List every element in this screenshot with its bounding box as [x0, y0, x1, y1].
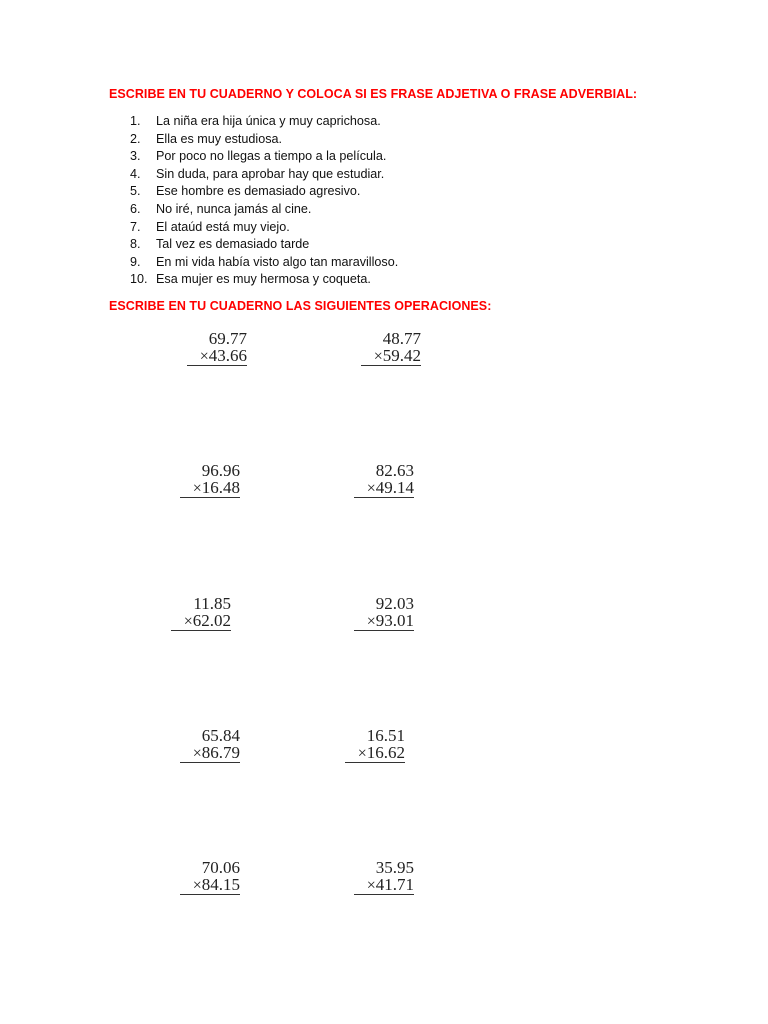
multiplicand: 92.03 [375, 594, 414, 613]
multiplier: 49.14 [375, 478, 414, 497]
multiplier-row [180, 479, 240, 498]
item-number: 8. [130, 237, 141, 252]
times-symbol: × [366, 877, 376, 894]
multiplier-row [180, 876, 240, 895]
multiplicand: 48.77 [382, 329, 421, 348]
multiplicand: 82.63 [375, 461, 414, 480]
multiplier: 84.15 [201, 875, 240, 894]
times-symbol: × [199, 348, 209, 365]
multiplier-row [354, 479, 414, 498]
multiplication-problem [354, 462, 414, 498]
times-symbol: × [192, 745, 202, 762]
multiplier-row [354, 612, 414, 631]
list-item [130, 113, 398, 131]
item-number: 7. [130, 219, 141, 234]
multiplication-problem [180, 462, 240, 498]
list-item [130, 219, 398, 237]
times-symbol: × [366, 480, 376, 497]
list-item [130, 148, 398, 166]
multiplicand: 35.95 [375, 858, 414, 877]
multiplication-problem [361, 330, 421, 366]
multiplier-row [180, 744, 240, 763]
multiplicand: 69.77 [208, 329, 247, 348]
multiplication-problem [187, 330, 247, 366]
list-item [130, 131, 398, 149]
multiplication-problem [180, 859, 240, 895]
item-number: 1. [130, 114, 141, 128]
multiplier-row [345, 744, 405, 763]
list-item [130, 166, 398, 184]
item-number: 4. [130, 166, 141, 181]
sentence-text: El ataúd está muy viejo. [156, 219, 290, 234]
sentence-text: Sin duda, para aprobar hay que estudiar. [156, 166, 385, 181]
times-symbol: × [192, 480, 202, 497]
item-number: 6. [130, 201, 141, 216]
multiplication-problem [354, 859, 414, 895]
multiplier: 62.02 [192, 611, 231, 630]
multiplier-row [361, 347, 421, 366]
times-symbol: × [183, 613, 193, 630]
multiplier-row [187, 347, 247, 366]
item-number: 9. [130, 254, 141, 269]
sentence-text: Tal vez es demasiado tarde [156, 237, 310, 252]
multiplicand: 11.85 [193, 594, 231, 613]
multiplication-problem [180, 727, 240, 763]
list-item [130, 201, 398, 219]
times-symbol: × [373, 348, 383, 365]
multiplicand: 16.51 [366, 726, 405, 745]
multiplication-problem [345, 727, 405, 763]
item-number: 5. [130, 184, 141, 199]
instructions-heading-operations: ESCRIBE EN TU CUADERNO LAS SIGUIENTES OPERACIONES: [109, 299, 492, 313]
sentence-text: Ella es muy estudiosa. [156, 131, 282, 146]
multiplier: 43.66 [208, 346, 247, 365]
multiplier: 16.62 [366, 743, 405, 762]
list-item [130, 254, 398, 272]
multiplicand: 65.84 [201, 726, 240, 745]
sentence-text: Ese hombre es demasiado agresivo. [156, 184, 361, 199]
list-item [130, 183, 398, 201]
multiplier-row [354, 876, 414, 895]
list-item [130, 236, 398, 254]
item-number: 10. [130, 272, 148, 287]
item-number: 3. [130, 149, 141, 164]
multiplicand: 96.96 [201, 461, 240, 480]
multiplication-problem [171, 595, 231, 631]
list-item [130, 271, 398, 289]
multiplier: 16.48 [201, 478, 240, 497]
sentence-text: En mi vida había visto algo tan maravilloso. [156, 254, 399, 269]
instructions-heading-phrases: ESCRIBE EN TU CUADERNO Y COLOCA SI ES FRASE ADJETIVA O FRASE ADVERBIAL: [109, 87, 638, 101]
multiplier: 59.42 [382, 346, 421, 365]
multiplier: 41.71 [375, 875, 414, 894]
times-symbol: × [366, 613, 376, 630]
times-symbol: × [357, 745, 367, 762]
multiplication-problem [354, 595, 414, 631]
multiplier: 86.79 [201, 743, 240, 762]
multiplier: 93.01 [375, 611, 414, 630]
sentence-list [130, 113, 398, 289]
times-symbol: × [192, 877, 202, 894]
item-number: 2. [130, 131, 141, 146]
multiplicand: 70.06 [201, 858, 240, 877]
sentence-text: Por poco no llegas a tiempo a la película. [156, 149, 387, 164]
sentence-text: No iré, nunca jamás al cine. [156, 201, 312, 216]
sentence-text: La niña era hija única y muy caprichosa. [156, 114, 381, 128]
multiplier-row [171, 612, 231, 631]
sentence-text: Esa mujer es muy hermosa y coqueta. [156, 272, 371, 287]
